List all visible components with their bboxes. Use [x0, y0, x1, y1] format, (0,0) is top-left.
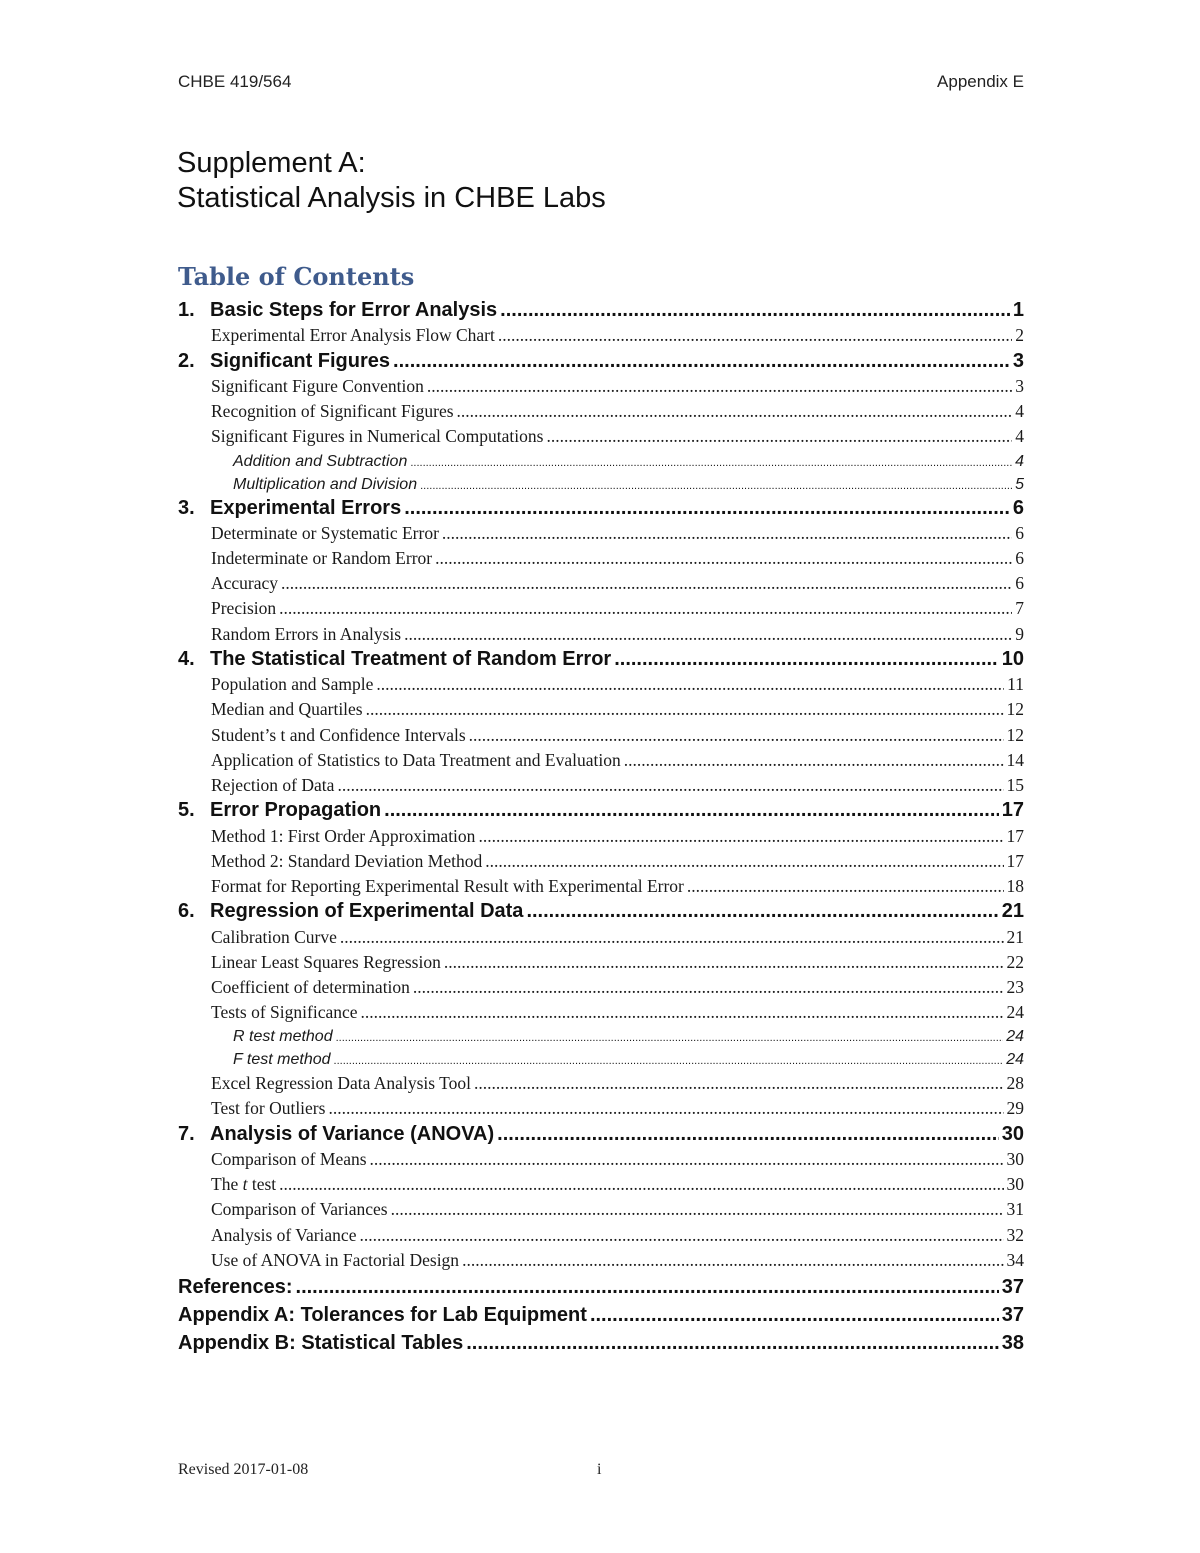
- dot-leader: [359, 1223, 1003, 1248]
- title-line-2: Statistical Analysis in CHBE Labs: [177, 182, 606, 214]
- toc-entry[interactable]: [178, 546, 1024, 571]
- toc-entry-title: Median and Quartiles: [211, 699, 363, 720]
- toc-appendix-title: Appendix A: Tolerances for Lab Equipment: [178, 1303, 587, 1326]
- toc-page-number: 22: [1006, 951, 1024, 972]
- toc-entry[interactable]: [178, 672, 1024, 697]
- toc-page-number: 2: [1015, 325, 1024, 346]
- toc-page-number: 5: [1015, 475, 1024, 493]
- dot-leader: [366, 697, 1004, 722]
- dot-leader: [526, 899, 998, 924]
- dot-leader: [340, 925, 1004, 950]
- toc-page-number: 17: [1001, 799, 1024, 822]
- toc-entry[interactable]: [178, 773, 1024, 798]
- toc-entry-title: Population and Sample: [211, 674, 374, 695]
- dot-leader: [498, 323, 1012, 348]
- toc-entry[interactable]: [178, 1223, 1024, 1248]
- toc-entry[interactable]: [178, 596, 1024, 621]
- toc-entry[interactable]: [178, 824, 1024, 849]
- toc-page-number: 30: [1001, 1122, 1024, 1145]
- table-of-contents: [178, 298, 1024, 1357]
- toc-subentry[interactable]: [178, 1025, 1024, 1048]
- toc-page-number: 7: [1015, 598, 1024, 619]
- toc-entry-title: Recognition of Significant Figures: [211, 401, 454, 422]
- toc-entry[interactable]: [178, 1248, 1024, 1273]
- toc-entry-title: Accuracy: [211, 573, 279, 594]
- toc-entry[interactable]: [178, 925, 1024, 950]
- toc-appendix-a[interactable]: [178, 1301, 1024, 1329]
- toc-references[interactable]: [178, 1273, 1024, 1301]
- page-header: [178, 72, 1024, 92]
- dot-leader: [410, 450, 1012, 475]
- toc-entry-title: Student’s t and Confidence Intervals: [211, 724, 466, 745]
- toc-entry[interactable]: [178, 323, 1024, 348]
- toc-entry-title: Comparison of Variances: [211, 1199, 388, 1220]
- toc-section-number: 6.: [178, 900, 195, 923]
- dot-leader: [404, 622, 1012, 647]
- toc-entry-title: Test for Outliers: [211, 1098, 326, 1119]
- toc-page-number: 9: [1015, 623, 1024, 644]
- toc-entry[interactable]: [178, 374, 1024, 399]
- toc-entry[interactable]: [178, 622, 1024, 647]
- toc-entry[interactable]: [178, 723, 1024, 748]
- dot-leader: [376, 672, 1004, 697]
- toc-entry[interactable]: [178, 571, 1024, 596]
- dot-leader: [296, 1273, 999, 1301]
- toc-entry-title: Use of ANOVA in Factorial Design: [211, 1249, 460, 1270]
- toc-entry-title: Precision: [211, 598, 277, 619]
- dot-leader: [466, 1329, 999, 1357]
- toc-page-number: 1: [1012, 299, 1024, 321]
- dot-leader: [500, 298, 1010, 323]
- toc-section-title: The Statistical Treatment of Random Error: [210, 647, 612, 670]
- toc-page-number: 30: [1006, 1174, 1024, 1195]
- toc-page-number: 4: [1015, 401, 1024, 422]
- toc-subentry-title: Multiplication and Division: [233, 475, 418, 493]
- toc-page-number: 32: [1006, 1224, 1024, 1245]
- toc-appendix-title: Appendix B: Statistical Tables: [178, 1331, 464, 1354]
- dot-leader: [624, 748, 1004, 773]
- toc-entry[interactable]: [178, 1147, 1024, 1172]
- dot-leader: [420, 473, 1012, 498]
- toc-entry-title: Comparison of Means: [211, 1149, 367, 1170]
- toc-page-number: 6: [1015, 573, 1024, 594]
- toc-entry-title: The t test: [211, 1174, 277, 1195]
- toc-entry-title: Linear Least Squares Regression: [211, 951, 441, 972]
- toc-section-number: 2.: [178, 349, 195, 372]
- toc-entry[interactable]: [178, 1071, 1024, 1096]
- toc-page-number: 6: [1012, 496, 1024, 519]
- dot-leader: [281, 571, 1012, 596]
- dot-leader: [391, 1197, 1004, 1222]
- header-appendix: Appendix E: [937, 72, 1024, 91]
- revision-date: Revised 2017-01-08: [178, 1461, 309, 1478]
- dot-leader: [279, 596, 1012, 621]
- toc-page-number: 24: [1006, 1051, 1024, 1069]
- dot-leader: [614, 647, 999, 672]
- toc-heading: Table of Contents: [178, 262, 415, 291]
- toc-entry-title: Method 2: Standard Deviation Method: [211, 850, 483, 871]
- toc-appendix-b[interactable]: [178, 1329, 1024, 1357]
- toc-page-number: 12: [1006, 724, 1024, 745]
- toc-page-number: 4: [1015, 426, 1024, 447]
- toc-page-number: 31: [1006, 1199, 1024, 1220]
- toc-subentry[interactable]: [178, 473, 1024, 496]
- dot-leader: [328, 1096, 1003, 1121]
- toc-page-number: 11: [1007, 674, 1024, 695]
- toc-entry[interactable]: [178, 1096, 1024, 1121]
- toc-entry-title: Significant Figure Convention: [211, 375, 424, 396]
- toc-entry[interactable]: [178, 1172, 1024, 1197]
- dot-leader: [687, 874, 1004, 899]
- toc-entry-title: Analysis of Variance: [211, 1224, 357, 1245]
- toc-section-number: 1.: [178, 299, 195, 321]
- toc-subentry[interactable]: [178, 450, 1024, 473]
- toc-page-number: 24: [1006, 1002, 1024, 1023]
- toc-entry[interactable]: [178, 697, 1024, 722]
- toc-entry[interactable]: [178, 950, 1024, 975]
- toc-entry-title: Experimental Error Analysis Flow Chart: [211, 325, 495, 346]
- dot-leader: [478, 824, 1003, 849]
- dot-leader: [497, 1122, 999, 1147]
- dot-leader: [370, 1147, 1004, 1172]
- toc-entry-title: Application of Statistics to Data Treatment and Evaluation: [211, 749, 621, 770]
- header-course: CHBE 419/564: [178, 72, 292, 91]
- toc-section-1[interactable]: [178, 298, 1024, 323]
- dot-leader: [393, 349, 1010, 374]
- toc-page-number: 14: [1006, 749, 1024, 770]
- toc-page-number: 3: [1015, 375, 1024, 396]
- toc-entry-title: Significant Figures in Numerical Computations: [211, 426, 544, 447]
- toc-section-title: Analysis of Variance (ANOVA): [210, 1122, 495, 1145]
- toc-section-title: Experimental Errors: [210, 496, 402, 519]
- toc-entry-title: Determinate or Systematic Error: [211, 522, 439, 543]
- toc-entry-title: Method 1: First Order Approximation: [211, 825, 476, 846]
- dot-leader: [442, 521, 1012, 546]
- toc-section-7[interactable]: [178, 1122, 1024, 1147]
- toc-entry[interactable]: [178, 399, 1024, 424]
- toc-page-number: 38: [1001, 1331, 1024, 1354]
- toc-subentry-title: F test method: [233, 1051, 331, 1069]
- toc-page-number: 6: [1015, 548, 1024, 569]
- toc-entry-title: Indeterminate or Random Error: [211, 548, 433, 569]
- toc-page-number: 37: [1001, 1303, 1024, 1326]
- toc-section-title: Regression of Experimental Data: [210, 900, 524, 923]
- dot-leader: [590, 1301, 999, 1329]
- dot-leader: [474, 1071, 1004, 1096]
- dot-leader: [444, 950, 1004, 975]
- toc-page-number: 4: [1015, 452, 1024, 470]
- title-line-1: Supplement A:: [177, 147, 366, 179]
- toc-page-number: 23: [1006, 976, 1024, 997]
- dot-leader: [469, 723, 1004, 748]
- dot-leader: [462, 1248, 1003, 1273]
- dot-leader: [457, 399, 1013, 424]
- toc-section-number: 3.: [178, 496, 195, 519]
- toc-page-number: 21: [1006, 926, 1024, 947]
- dot-leader: [334, 1048, 1004, 1073]
- toc-entry[interactable]: [178, 874, 1024, 899]
- dot-leader: [413, 975, 1004, 1000]
- toc-page-number: 12: [1006, 699, 1024, 720]
- toc-page-number: 18: [1006, 875, 1024, 896]
- toc-entry-title: Coefficient of determination: [211, 976, 410, 997]
- dot-leader: [485, 849, 1003, 874]
- toc-section-5[interactable]: [178, 798, 1024, 823]
- toc-section-6[interactable]: [178, 899, 1024, 924]
- toc-appendix-title: References:: [178, 1275, 293, 1298]
- dot-leader: [361, 1000, 1004, 1025]
- toc-entry-title: Tests of Significance: [211, 1002, 358, 1023]
- toc-page-number: 24: [1006, 1028, 1024, 1046]
- toc-section-title: Basic Steps for Error Analysis: [210, 299, 498, 321]
- dot-leader: [546, 424, 1012, 449]
- toc-entry[interactable]: [178, 975, 1024, 1000]
- toc-entry[interactable]: [178, 1197, 1024, 1222]
- toc-page-number: 17: [1006, 850, 1024, 871]
- toc-entry[interactable]: [178, 849, 1024, 874]
- toc-entry[interactable]: [178, 424, 1024, 449]
- toc-entry-title: Rejection of Data: [211, 775, 335, 795]
- dot-leader: [336, 1025, 1004, 1050]
- dot-leader: [404, 496, 1010, 521]
- dot-leader: [384, 798, 999, 823]
- toc-entry-title: Calibration Curve: [211, 926, 337, 947]
- toc-subentry-title: Addition and Subtraction: [233, 452, 408, 470]
- dot-leader: [337, 773, 1003, 798]
- dot-leader: [279, 1172, 1003, 1197]
- toc-section-number: 5.: [178, 799, 195, 822]
- toc-section-number: 4.: [178, 647, 195, 670]
- page-number: i: [597, 1461, 602, 1478]
- toc-entry[interactable]: [178, 1000, 1024, 1025]
- toc-page-number: 28: [1006, 1073, 1024, 1094]
- toc-subentry[interactable]: [178, 1048, 1024, 1071]
- toc-page-number: 29: [1006, 1098, 1024, 1119]
- toc-subentry-title: R test method: [233, 1028, 333, 1046]
- toc-page-number: 21: [1001, 900, 1024, 923]
- toc-section-number: 7.: [178, 1122, 195, 1145]
- toc-entry[interactable]: [178, 748, 1024, 773]
- toc-section-4[interactable]: [178, 647, 1024, 672]
- toc-page-number: 37: [1001, 1275, 1024, 1298]
- toc-page-number: 3: [1012, 349, 1024, 372]
- toc-page-number: 34: [1006, 1249, 1024, 1270]
- toc-section-title: Error Propagation: [210, 799, 382, 822]
- toc-section-3[interactable]: [178, 496, 1024, 521]
- toc-entry-title: Excel Regression Data Analysis Tool: [211, 1073, 471, 1094]
- document-title: [177, 146, 606, 216]
- toc-page-number: 17: [1006, 825, 1024, 846]
- toc-section-2[interactable]: [178, 349, 1024, 374]
- dot-leader: [427, 374, 1012, 399]
- toc-page-number: 30: [1006, 1149, 1024, 1170]
- toc-section-title: Significant Figures: [210, 349, 391, 372]
- toc-page-number: 6: [1015, 522, 1024, 543]
- toc-entry-title: Format for Reporting Experimental Result with Experimental Error: [211, 875, 684, 896]
- toc-page-number: 15: [1006, 775, 1024, 795]
- toc-page-number: 10: [1001, 647, 1024, 670]
- toc-entry-title: Random Errors in Analysis: [211, 623, 402, 644]
- toc-entry[interactable]: [178, 521, 1024, 546]
- dot-leader: [435, 546, 1012, 571]
